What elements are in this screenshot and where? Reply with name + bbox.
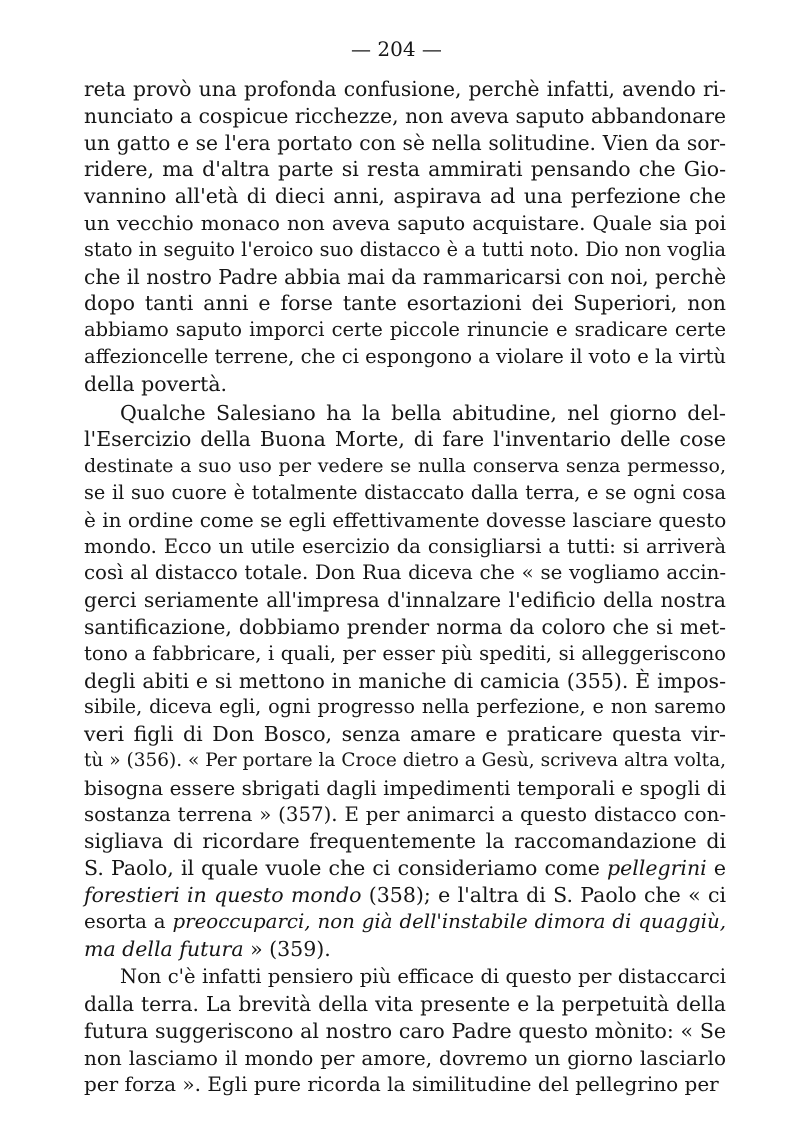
paragraph	[84, 964, 726, 1098]
text-run: se il suo cuore è totalmente distaccato dalla terra, e se ogni cosa	[84, 480, 726, 504]
text-run: futura suggeriscono al nostro caro Padre questo mònito: « Se	[84, 1018, 726, 1043]
text-line	[84, 400, 726, 427]
text-run: sostanza terrena » (357). E per animarci a questo distacco con-	[84, 802, 726, 826]
text-line	[84, 290, 726, 317]
text-run: santificazione, dobbiamo prender norma da coloro che si met-	[84, 614, 726, 639]
text-run: (358); e l'altra di S. Paolo che « ci	[361, 882, 727, 907]
text-line	[84, 103, 726, 130]
text-line	[84, 1071, 726, 1098]
text-run: dalla terra. La brevità della vita presente e la perpetuità della	[84, 992, 726, 1017]
text-line	[84, 317, 726, 344]
text-line	[84, 453, 726, 480]
text-run: abbiamo saputo imporci certe piccole rinuncie e sradicare certe	[84, 318, 726, 342]
text-run: esorta a	[84, 909, 173, 933]
text-line	[84, 991, 726, 1018]
text-line	[84, 614, 726, 641]
text-line	[84, 156, 726, 183]
text-line	[84, 748, 726, 775]
text-run: che il nostro Padre abbia mai da rammaricarsi con noi, perchè	[84, 264, 727, 289]
text-run: Qualche Salesiano ha la bella abitudine, nel giorno del-	[120, 400, 726, 425]
text-line	[84, 936, 726, 963]
text-run: stato in seguito l'eroico suo distacco è a tutti noto. Dio non voglia	[84, 237, 726, 261]
text-run: per forza ». Egli pure ricorda la similitudine del pellegrino per	[84, 1072, 719, 1097]
text-run: bisogna essere sbrigati dagli impedimenti temporali e spogli di	[84, 775, 726, 800]
italic-text: ma della futura	[84, 936, 244, 961]
text-line	[84, 802, 726, 829]
text-line	[84, 237, 726, 264]
text-run: un vecchio monaco non aveva saputo acquistare. Quale sia poi	[84, 210, 726, 235]
text-run: della povertà.	[84, 371, 228, 396]
text-run: affezioncelle terrene, che ci espongono a violare il voto e la virtù	[84, 344, 726, 368]
text-line	[84, 721, 726, 748]
text-line	[84, 694, 726, 721]
text-run: sigliava di ricordare frequentemente la raccomandazione di	[84, 829, 726, 854]
text-line	[84, 882, 726, 909]
text-line	[84, 828, 726, 855]
text-run: l'Esercizio della Buona Morte, di fare l'inventario delle cose	[84, 427, 726, 452]
text-line	[84, 560, 726, 587]
paragraph	[84, 400, 726, 963]
text-line	[84, 371, 726, 398]
text-run: destinate a suo uso per vedere se nulla conserva senza permesso,	[84, 455, 726, 478]
text-line	[84, 775, 726, 802]
text-line	[84, 344, 726, 371]
text-run: degli abiti e si mettono in maniche di camicia (355). È impos-	[84, 668, 726, 693]
text-line	[84, 668, 726, 695]
text-run: Non c'è infatti pensiero più efficace di questo per distaccarci	[120, 965, 726, 989]
italic-text: pellegrini	[606, 856, 707, 881]
text-run: dopo tanti anni e forse tante esortazioni dei Superiori, non	[84, 291, 726, 316]
text-run: nunciato a cospicue ricchezze, non aveva saputo abbandonare	[84, 103, 726, 128]
text-run: è in ordine come se egli effettivamente dovesse lasciare questo	[84, 507, 727, 532]
text-run: gerci seriamente all'impresa d'innalzare l'edificio della nostra	[84, 588, 726, 613]
italic-text: preoccuparci, non già dell'instabile dimora di quaggiù,	[172, 909, 726, 933]
text-run: non lasciamo il mondo per amore, dovremo un giorno lasciarlo	[84, 1045, 726, 1070]
text-run: e	[706, 856, 726, 881]
page-number: — 204 —	[351, 37, 442, 61]
text-line	[84, 641, 726, 668]
text-line	[84, 264, 726, 291]
text-line	[84, 909, 726, 936]
text-line	[84, 964, 726, 991]
text-run: vannino all'età di dieci anni, aspirava ad una perfezione che	[84, 184, 726, 209]
text-run: ridere, ma d'altra parte si resta ammirati pensando che Gio-	[84, 157, 726, 182]
text-run: sibile, diceva egli, ogni progresso nella perfezione, e non saremo	[84, 695, 726, 719]
body-text	[84, 76, 726, 1098]
text-line	[84, 507, 726, 534]
paragraph	[84, 76, 726, 398]
text-line	[84, 1045, 726, 1072]
text-run: reta provò una profonda confusione, perchè infatti, avendo ri-	[84, 77, 726, 101]
text-run: veri figli di Don Bosco, senza amare e praticare questa vir-	[84, 722, 726, 747]
text-run: un gatto e se l'era portato con sè nella solitudine. Vien da sor-	[84, 130, 726, 155]
text-run: mondo. Ecco un utile esercizio da consigliarsi a tutti: si arriverà	[84, 534, 726, 558]
text-run: così al distacco totale. Don Rua diceva che « se vogliamo accin-	[84, 561, 726, 585]
italic-text: forestieri in questo mondo	[84, 882, 362, 907]
text-line	[84, 426, 726, 453]
text-line	[84, 534, 726, 561]
text-line	[84, 76, 726, 103]
text-line	[84, 587, 726, 614]
text-line	[84, 480, 726, 507]
text-run: » (359).	[243, 936, 331, 961]
text-line	[84, 855, 726, 882]
text-line	[84, 210, 726, 237]
text-run: tù » (356). « Per portare la Croce dietro a Gesù, scriveva altra volta,	[84, 749, 726, 771]
text-run: tono a fabbricare, i quali, per esser più spediti, si alleggeriscono	[84, 641, 726, 665]
text-line	[84, 183, 726, 210]
text-line	[84, 1018, 726, 1045]
text-run: S. Paolo, il quale vuole che ci consideriamo come	[84, 856, 607, 881]
text-line	[84, 130, 726, 157]
